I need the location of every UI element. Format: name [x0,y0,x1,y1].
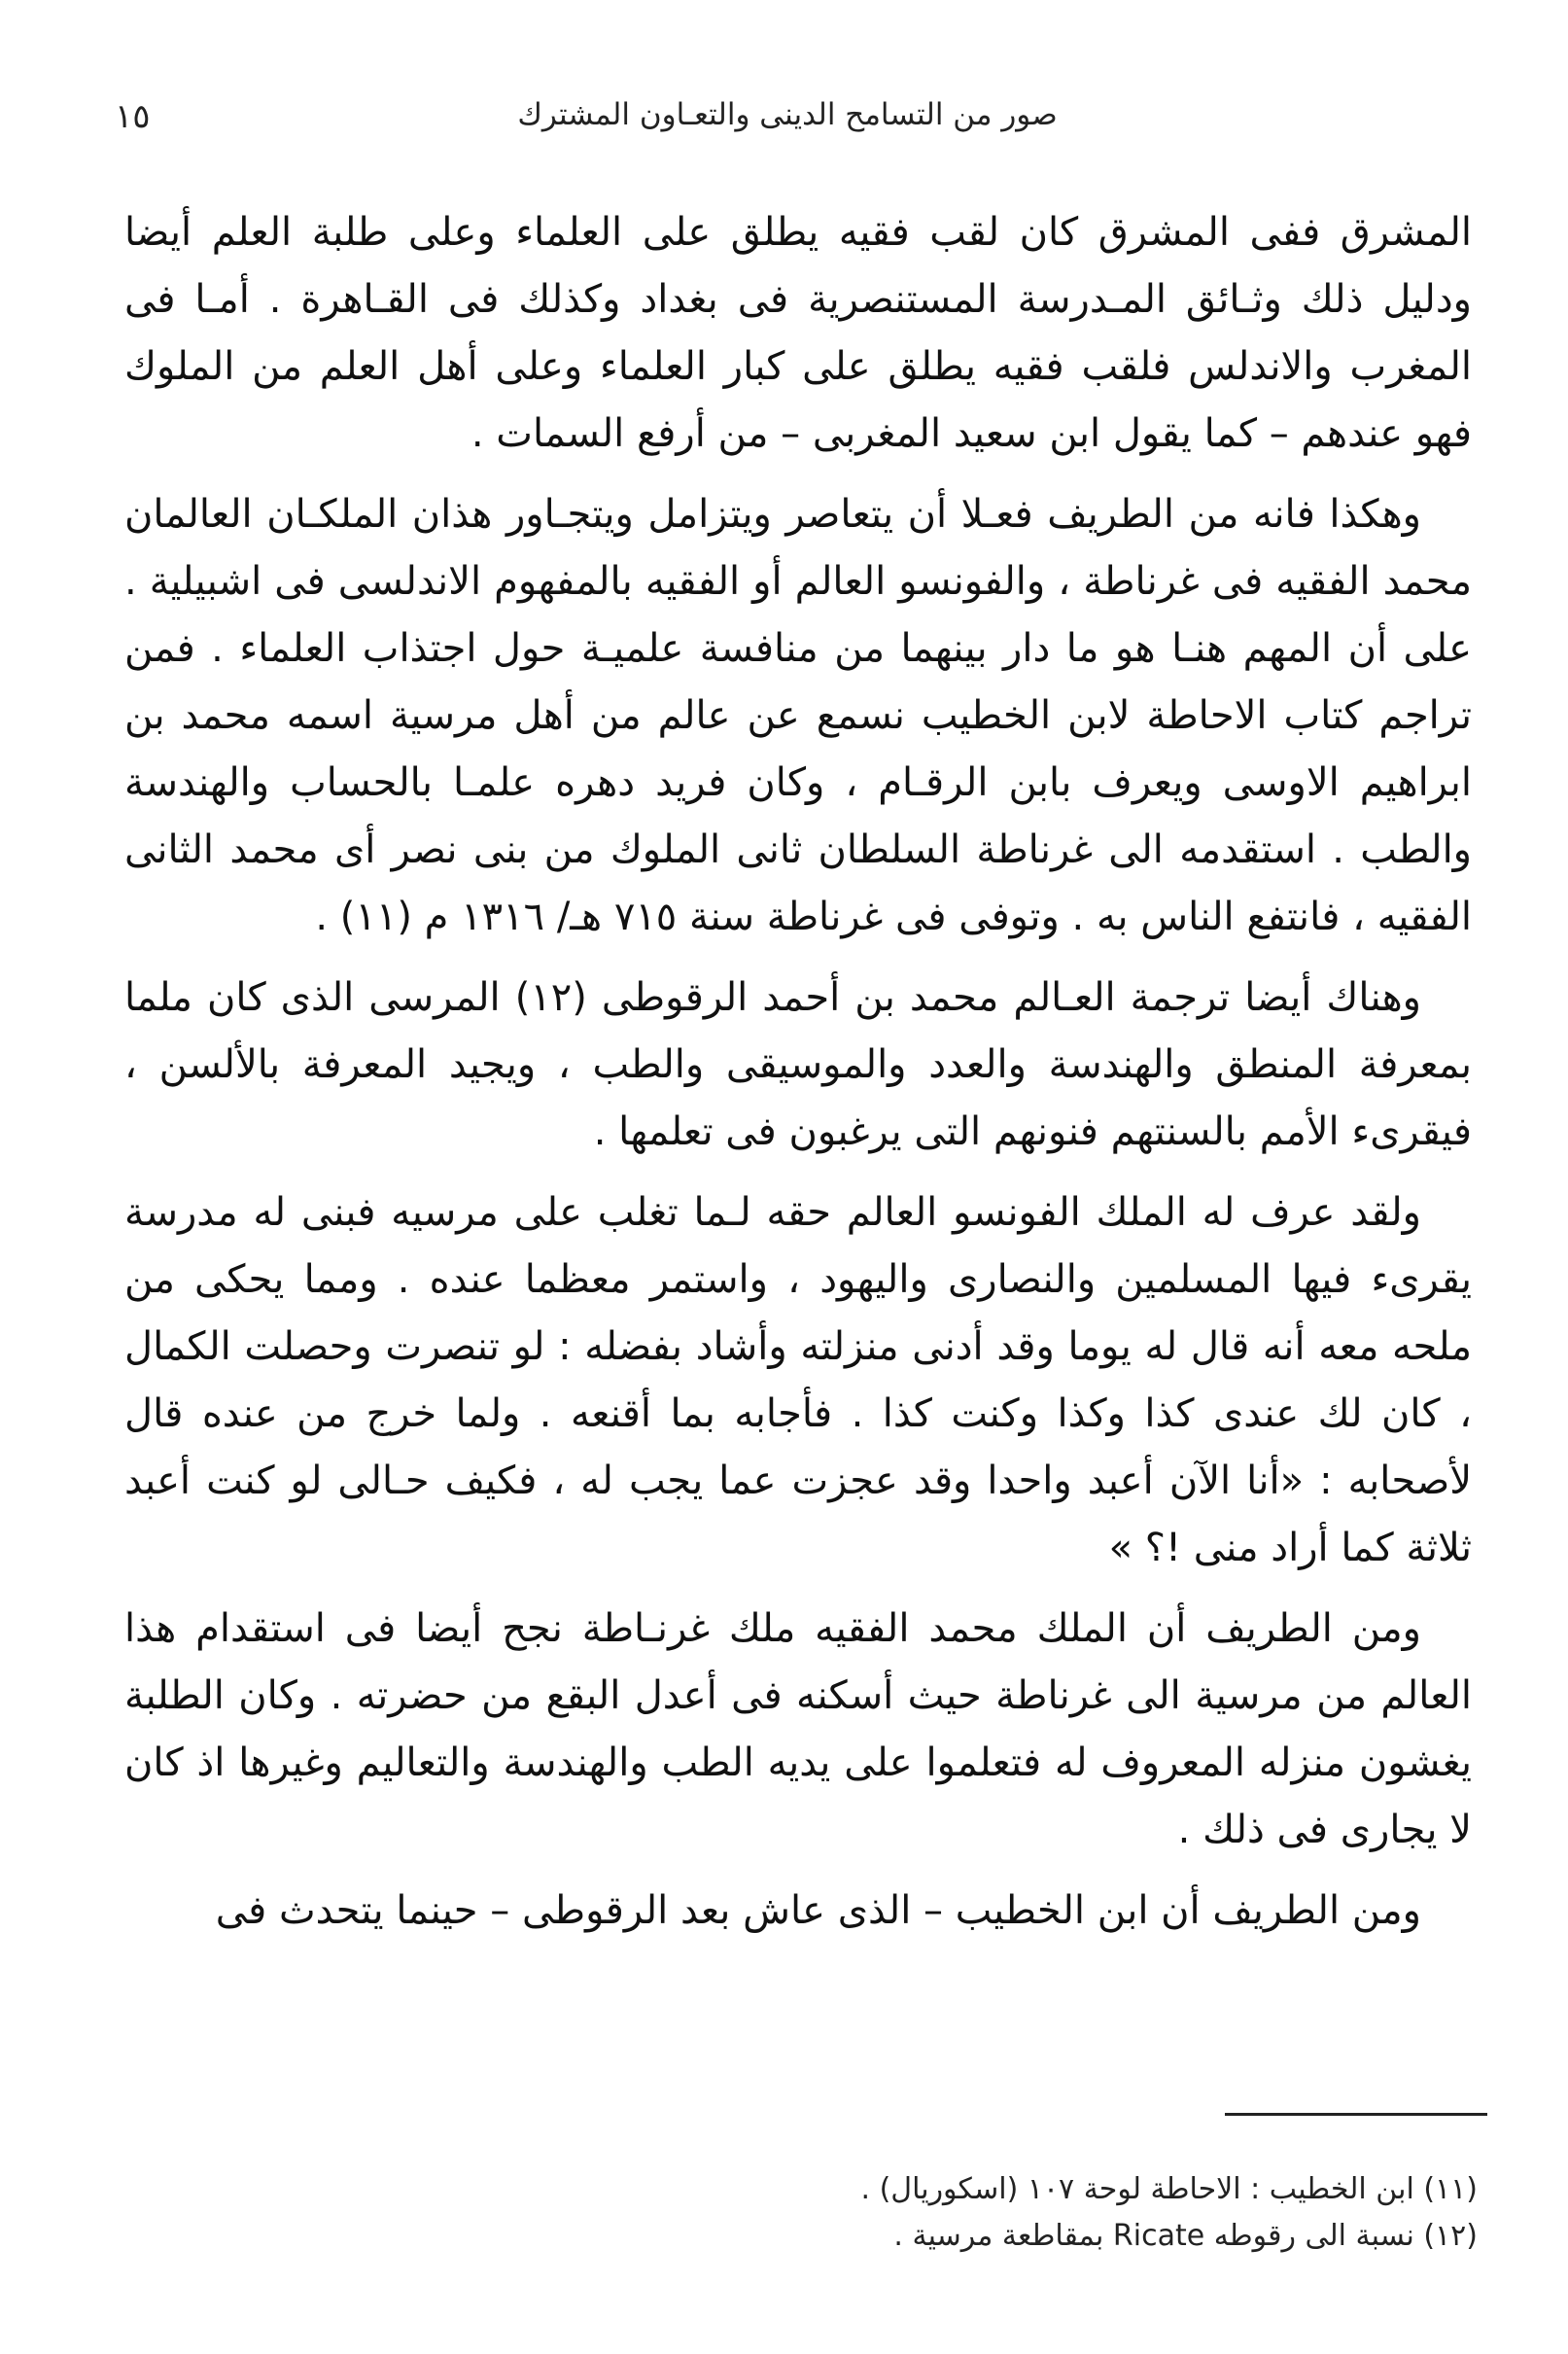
footnote-12: (١٢) نسبة الى رقوطه Ricate بمقاطعة مرسية . [893,2219,1478,2253]
footnote-divider [1225,2113,1487,2116]
running-title: صور من التسامح الدينى والتعـاون المشترك [517,97,1058,132]
page-header [107,97,1468,156]
paragraph-6: ومن الطريف أن ابن الخطيب – الذى عاش بعد الرقوطى – حينما يتحدث فى [215,1888,1421,1933]
paragraph-2: وهكذا فانه من الطريف فعـلا أن يتعاصر ويتزامل ويتجـاور هذان الملكـان العالمان محمد الفقيه فى غرناطة ، والفونسو العالم أو الفقيه بالمفهوم الاندلسى فى اشبيلية . على أن المهم هنـا هو ما دار بينهما من منافسة علميـة حول اجتذاب العلماء . فمن تراجم كتاب الاحاطة لابن الخطيب نسمع عن عالم من أهل مرسية اسمه محمد بن ابراهيم الاوسى ويعرف بابن الرقـام ، وكان فريد دهره علمـا بالحساب والهندسة والطب . استقدمه الى غرناطة السلطان ثانى الملوك من بنى نصر أى محمد الثانى الفقيه ، فانتفع الناس به . وتوفى فى غرناطة سنة ٧١٥ هـ/ ١٣١٦ م (١١) . [124,492,1472,939]
footnotes [544,2166,1478,2260]
body-text [124,199,1472,1958]
page-number: ١٥ [115,97,151,136]
paragraph-1: المشرق ففى المشرق كان لقب فقيه يطلق على العلماء وعلى طلبة العلم أيضا ودليل ذلك وثـائق المـدرسة المستنصرية فى بغداد وكذلك فى القـاهرة . أمـا فى المغرب والاندلس فلقب فقيه يطلق على كبار العلماء وعلى أهل العلم من الملوك فهو عندهم – كما يقول ابن سعيد المغربى – من أرفع السمات . [124,210,1472,456]
paragraph-4: ولقد عرف له الملك الفونسو العالم حقه لـما تغلب على مرسيه فبنى له مدرسة يقرىء فيها المسلمين والنصارى واليهود ، واستمر معظما عنده . ومما يحكى من ملحه معه أنه قال له يوما وقد أدنى منزلته وأشاد بفضله : لو تنصرت وحصلت الكمال ، كان لك عندى كذا وكذا وكنت كذا . فأجابه بما أقنعه . ولما خرج من عنده قال لأصحابه : «أنا الآن أعبد واحدا وقد عجزت عما يجب له ، فكيف حـالى لو كنت أعبد ثلاثة كما أراد منى !؟ » [124,1190,1472,1570]
footnote-11: (١١) ابن الخطيب : الاحاطة لوحة ١٠٧ (اسكوريال) . [860,2172,1478,2206]
paragraph-5: ومن الطريف أن الملك محمد الفقيه ملك غرنـاطة نجح أيضا فى استقدام هذا العالم من مرسية الى غرناطة حيث أسكنه فى أعدل البقع من حضرته . وكان الطلبة يغشون منزله المعروف له فتعلموا على يديه الطب والهندسة والتعاليم وغيرها اذ كان لا يجارى فى ذلك . [124,1606,1472,1852]
paragraph-3: وهناك أيضا ترجمة العـالم محمد بن أحمد الرقوطى (١٢) المرسى الذى كان ملما بمعرفة المنطق والهندسة والعدد والموسيقى والطب ، ويجيد المعرفة بالألسن ، فيقرىء الأمم بالسنتهم فنونهم التى يرغبون فى تعلمها . [124,975,1472,1154]
